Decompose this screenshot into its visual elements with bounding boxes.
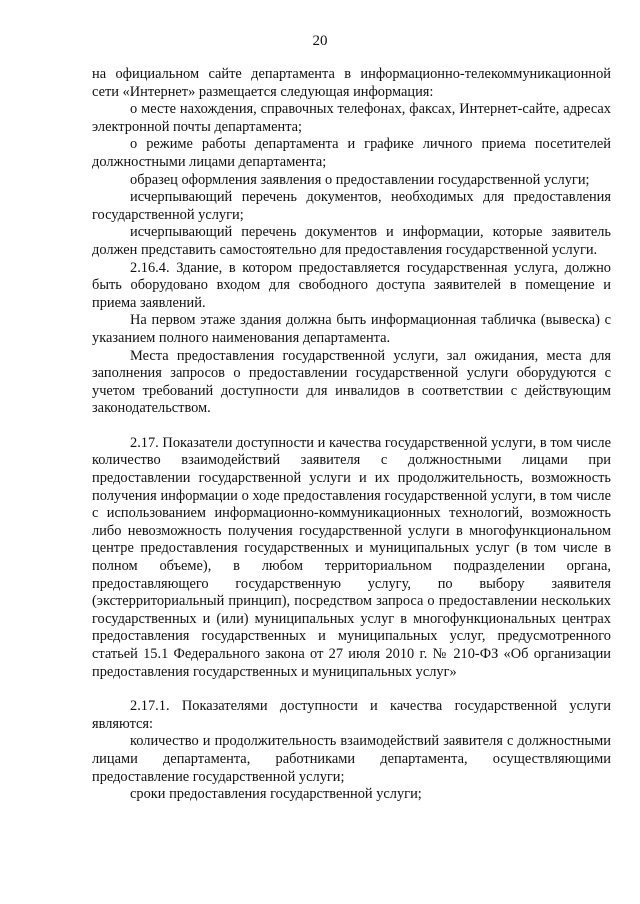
paragraph: 2.16.4. Здание, в котором предоставляется государственная услуга, должно быть оборудовано входом для свободного доступа заявителей в помещение и приема заявлений. [92,259,611,311]
paragraph: Места предоставления государственной услуги, зал ожидания, места для заполнения запросов о предоставлении государственной услуги оборудуются с учетом требований доступности для инвалидов в соответствии с действующим законодательством. [92,347,611,417]
section-heading: 2.17. Показатели доступности и качества государственной услуги, в том числе количество взаимодействий заявителя с должностными лицами при предоставлении государственной услуги и их продолжительность, возможность получения информации о ходе предоставления государственной услуги, в том числе с использованием информационно-коммуникационных технологий, возможность либо невозможность получения государственной услуги в многофункциональном центре предоставления государственных и муниципальных услуг (в том числе в полном объеме), в любом территориальном подразделении органа, предоставляющего государственную услугу, по выбору заявителя (экстерриториальный принцип), посредством запроса о предоставлении нескольких государственных и (или) муниципальных услуг в многофункциональных центрах предоставления государственных и муниципальных услуг, предусмотренного статьей 15.1 Федерального закона от 27 июля 2010 г. № 210-ФЗ «Об организации предоставления государственных и муниципальных услуг» [92,434,611,680]
paragraph: образец оформления заявления о предоставлении государственной услуги; [130,171,590,188]
paragraph: на официальном сайте департамента в информационно-телекоммуникационной сети «Интернет» размещается следующая информация: [92,66,611,100]
paragraph: исчерпывающий перечень документов и информации, которые заявитель должен представить самостоятельно для предоставления государственной услуги. [92,224,611,258]
paragraph: количество и продолжительность взаимодействий заявителя с должностными лицами департамента, работниками департамента, осуществляющими предоставление государственной услуги; [92,733,611,785]
page-number: 20 [312,33,328,49]
paragraph: 2.17.1. Показателями доступности и качества государственной услуги являются: [92,698,611,732]
paragraph: исчерпывающий перечень документов, необходимых для предоставления государственной услуги; [92,189,611,223]
document-body [92,66,611,804]
paragraph: На первом этаже здания должна быть информационная табличка (вывеска) с указанием полного наименования департамента. [92,312,611,346]
paragraph: сроки предоставления государственной услуги; [130,786,422,803]
paragraph: о режиме работы департамента и графике личного приема посетителей должностными лицами департамента; [92,136,611,170]
paragraph: о месте нахождения, справочных телефонах, факсах, Интернет-сайте, адресах электронной почты департамента; [92,101,611,135]
spacer [92,681,611,698]
spacer [92,418,611,435]
